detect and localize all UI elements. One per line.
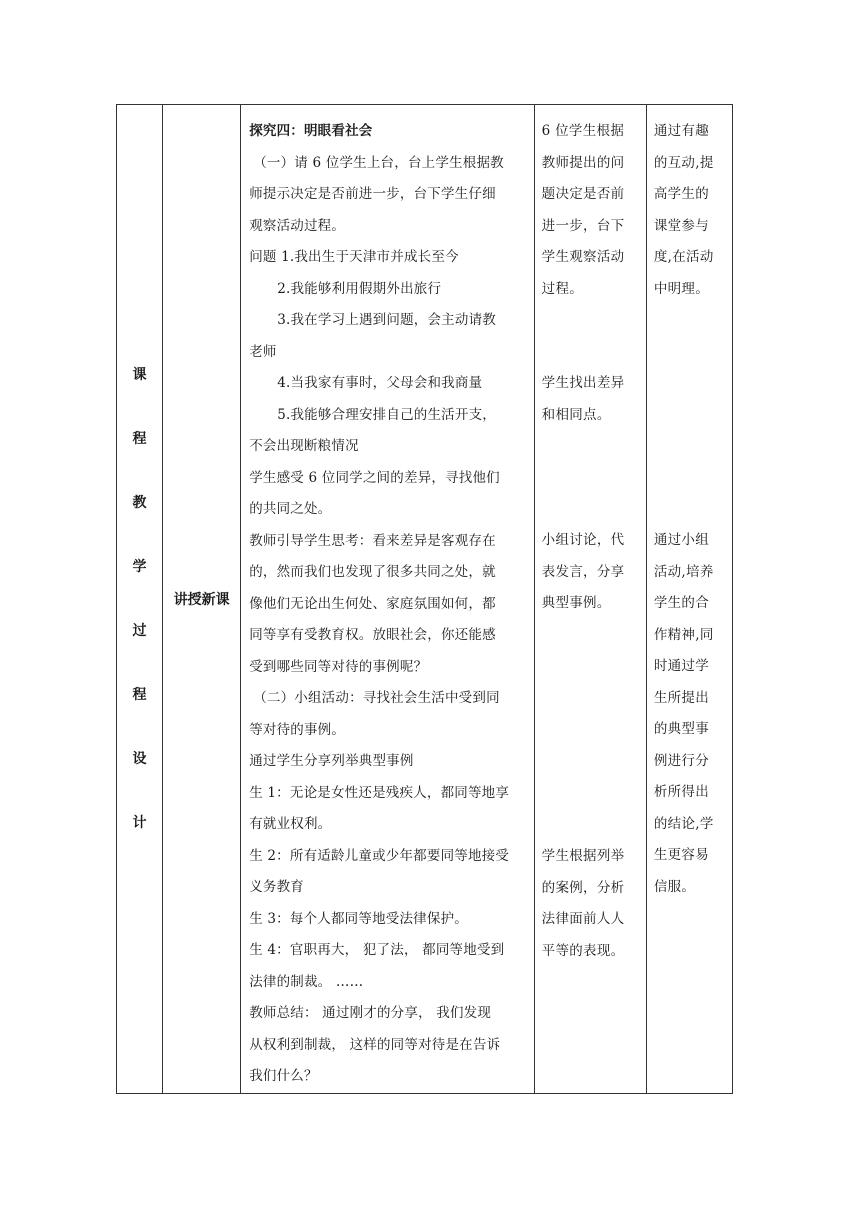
content-line: 5.我能够合理安排自己的生活开支，	[277, 406, 496, 423]
section-title-char: 设	[132, 750, 147, 767]
content-line: 学生感受 6 位同学之间的差异，寻找他们	[249, 469, 500, 486]
cell-text-line: 课堂参与	[653, 217, 710, 234]
teaching-content-cell	[241, 105, 534, 1094]
cell-text-line: 教师提出的问	[541, 154, 625, 171]
content-line: 2.我能够利用假期外出旅行	[277, 280, 442, 297]
cell-text-line: 度,在活动	[653, 249, 714, 265]
activity-block	[542, 525, 642, 620]
cell-text-line: 例进行分	[653, 752, 710, 769]
content-line: 生 3：每个人都同等地受法律保护。	[249, 910, 468, 927]
cell-text-line: 平等的表现。	[541, 942, 625, 959]
content-line: 我们什么？	[249, 1068, 318, 1084]
cell-text-line: 进一步，台下	[541, 217, 625, 234]
cell-text-line: 表发言，分享	[541, 563, 625, 580]
cell-text-line: 6 位学生根据	[541, 123, 625, 139]
cell-text-line: 活动,培养	[653, 563, 714, 580]
section-title-char: 程	[132, 686, 147, 703]
cell-text-line: 析所得出	[653, 784, 710, 800]
cell-text-line: 作精神,同	[653, 626, 714, 643]
cell-text-line: 小组讨论，代	[541, 532, 625, 548]
content-line: 同等享有受教育权。放眼社会，你还能感	[249, 627, 496, 643]
intent-block	[654, 525, 728, 903]
content-line: 法律的制裁。 ……	[249, 973, 364, 990]
content-line: 有就业权利。	[249, 816, 332, 832]
cell-text-line: 法律面前人人	[541, 911, 625, 927]
content-line: （二）小组活动：寻找社会生活中受到同	[253, 690, 500, 706]
activity-block	[542, 368, 642, 431]
content-line: 像他们无论出生何处、家庭氛围如何，都	[249, 595, 496, 612]
cell-text-line: 通过小组	[653, 532, 710, 548]
content-line: 教师引导学生思考：看来差异是客观存在	[249, 532, 496, 549]
cell-text-line: 信服。	[653, 878, 696, 895]
content-line: 通过学生分享列举典型事例	[249, 753, 414, 769]
cell-text-line: 中明理。	[653, 280, 710, 297]
content-line: 生 1：无论是女性还是残疾人，都同等地享	[249, 784, 510, 801]
section-title-cell	[117, 105, 163, 1094]
cell-text-line: 题决定是否前	[541, 186, 625, 202]
content-line: 问题 1.我出生于天津市并成长至今	[249, 249, 459, 265]
content-line: 受到哪些同等对待的事例呢？	[249, 658, 428, 675]
cell-text-line: 学生根据列举	[541, 848, 625, 864]
cell-text-line: 和相同点。	[541, 406, 611, 423]
content-heading: 探究四：明眼看社会	[249, 123, 373, 139]
cell-text-line: 通过有趣	[653, 123, 710, 139]
cell-text-line: 生更容易	[653, 847, 710, 863]
content-line: 等对待的事例。	[249, 721, 346, 738]
stage-label: 讲授新课	[163, 105, 241, 1094]
section-title-char: 程	[132, 430, 147, 447]
content-line: 3.我在学习上遇到问题，会主动请教	[277, 312, 496, 328]
cell-text-line: 学生的合	[653, 595, 710, 611]
content-line: （一）请 6 位学生上台，台上学生根据教	[253, 154, 504, 171]
cell-text-line: 学生找出差异	[541, 375, 625, 391]
cell-text-line: 典型事例。	[541, 595, 611, 611]
intent-block	[654, 116, 728, 305]
content-line: 师提示决定是否前进一步，台下学生仔细	[249, 186, 496, 202]
lesson-row	[117, 105, 733, 1094]
student-activity-cell	[534, 105, 646, 1094]
lesson-plan-table	[116, 104, 733, 1094]
content-line: 生 4：官职再大， 犯了法， 都同等地受到	[249, 942, 505, 958]
activity-block	[542, 116, 642, 305]
cell-text-line: 学生观察活动	[541, 249, 625, 265]
content-line: 的，然而我们也发现了很多共同之处，就	[249, 564, 496, 580]
cell-text-line: 的典型事	[653, 721, 710, 737]
cell-text-line: 的互动,提	[653, 154, 714, 171]
content-line: 的共同之处。	[249, 501, 332, 517]
content-line: 教师总结： 通过刚才的分享， 我们发现	[249, 1005, 492, 1021]
design-intent-cell	[646, 105, 732, 1094]
section-title-char: 学	[132, 558, 147, 575]
section-title-char: 过	[132, 622, 147, 639]
content-line: 生 2：所有适龄儿童或少年都要同等地接受	[249, 847, 510, 864]
cell-text-line: 高学生的	[653, 186, 710, 202]
content-lines	[249, 116, 527, 1093]
section-title-char: 计	[132, 814, 147, 831]
content-line: 义务教育	[249, 879, 304, 895]
activity-block	[542, 841, 642, 967]
cell-text-line: 生所提出	[653, 689, 710, 706]
section-title-char: 课	[132, 366, 147, 383]
content-line: 不会出现断粮情况	[249, 438, 359, 454]
section-title-char: 教	[132, 494, 147, 511]
content-line: 4.当我家有事时，父母会和我商量	[277, 375, 483, 391]
content-line: 从权利到制裁， 这样的同等对待是在告诉	[249, 1036, 501, 1053]
content-line: 观察活动过程。	[249, 217, 346, 234]
cell-text-line: 的案例，分析	[541, 879, 625, 896]
cell-text-line: 的结论,学	[653, 815, 714, 832]
cell-text-line: 过程。	[541, 280, 584, 297]
content-line: 老师	[249, 343, 277, 360]
cell-text-line: 时通过学	[653, 658, 710, 674]
